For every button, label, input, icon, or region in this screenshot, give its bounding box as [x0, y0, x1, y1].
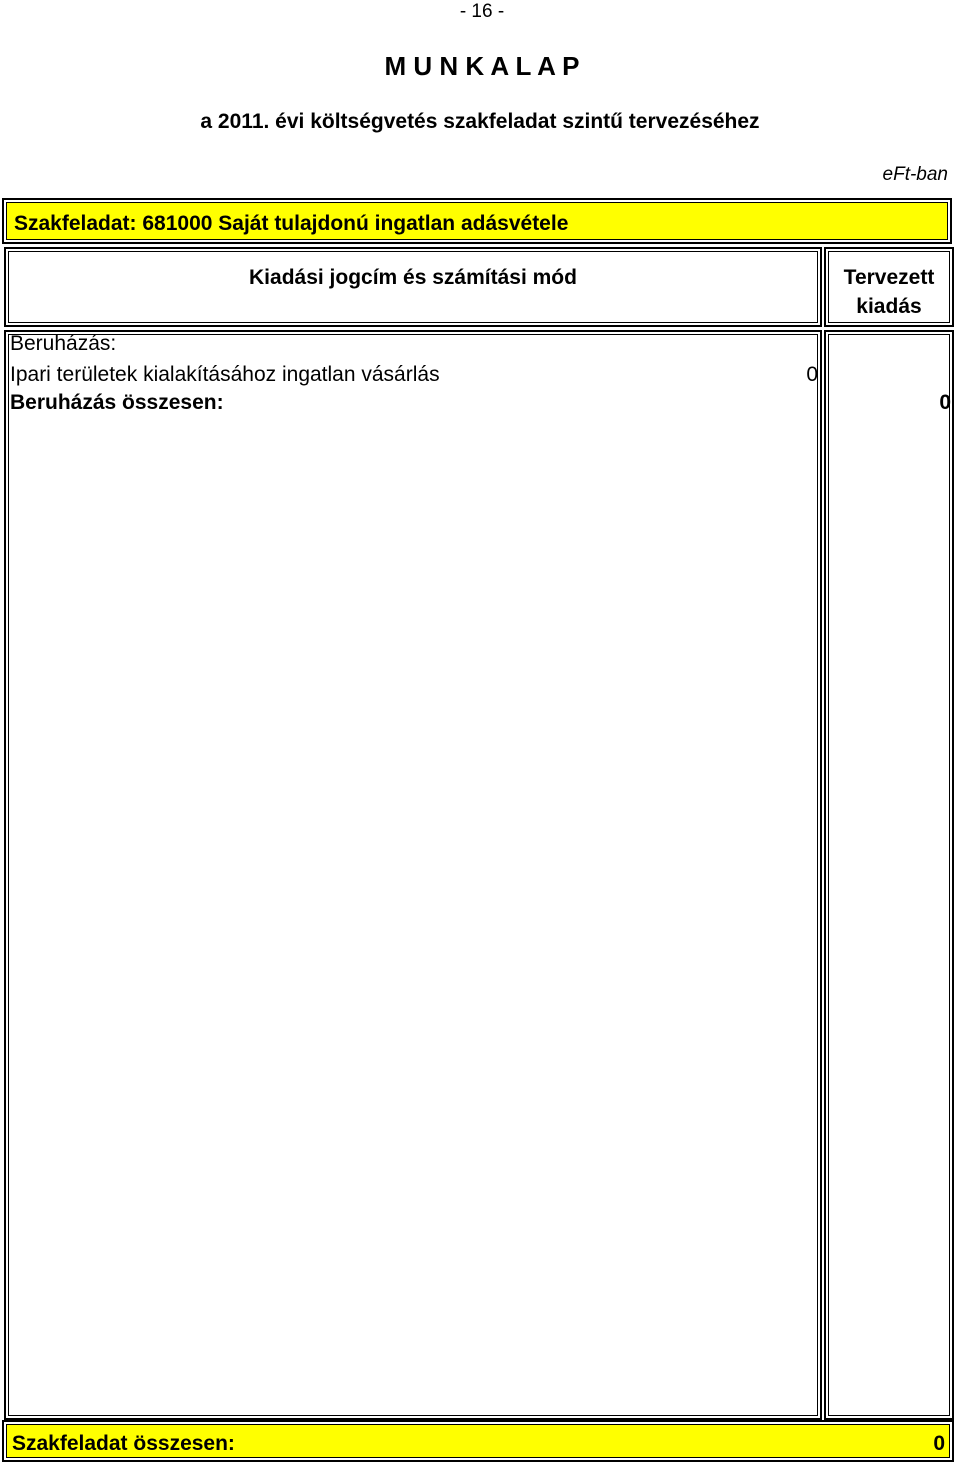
szakfeladat-header	[2, 198, 952, 244]
szakfeladat-label: Szakfeladat: 681000 Saját tulajdonú ingatlan adásvétele	[14, 212, 569, 235]
column-header-amount-frame	[828, 251, 950, 323]
table-body-amount-frame	[828, 334, 950, 1416]
table-body-description-frame	[8, 334, 818, 1416]
grand-total-highlight	[6, 1424, 950, 1458]
grand-total-label: Szakfeladat összesen:	[12, 1432, 235, 1455]
column-header-title	[4, 247, 822, 327]
page-number: - 16 -	[459, 1, 505, 22]
column-header-amount-line1: Tervezett	[843, 266, 935, 289]
grand-total-row	[2, 1420, 954, 1462]
column-header-amount-text	[829, 263, 949, 321]
column-header-amount-line2: kiadás	[856, 295, 922, 318]
document-subtitle: a 2011. évi költségvetés szakfeladat szintű tervezéséhez	[200, 110, 760, 133]
grand-total-value: 0	[933, 1432, 945, 1455]
table-body-description-column	[4, 330, 822, 1420]
table-body-amount-column	[824, 330, 954, 1420]
column-header-title-frame	[8, 251, 818, 323]
line-item-value: 0	[806, 363, 818, 386]
document-title: M U N K A L A P	[384, 51, 580, 81]
section-total-value: 0	[939, 391, 951, 414]
szakfeladat-highlight	[6, 202, 948, 240]
section-title: Beruházás:	[10, 332, 117, 355]
unit-label: eFt-ban	[882, 164, 948, 185]
column-header-amount	[824, 247, 954, 327]
line-item-label: Ipari területek kialakításához ingatlan vásárlás	[10, 363, 440, 386]
column-header-title-text: Kiadási jogcím és számítási mód	[249, 266, 577, 289]
section-total-label: Beruházás összesen:	[10, 391, 224, 414]
